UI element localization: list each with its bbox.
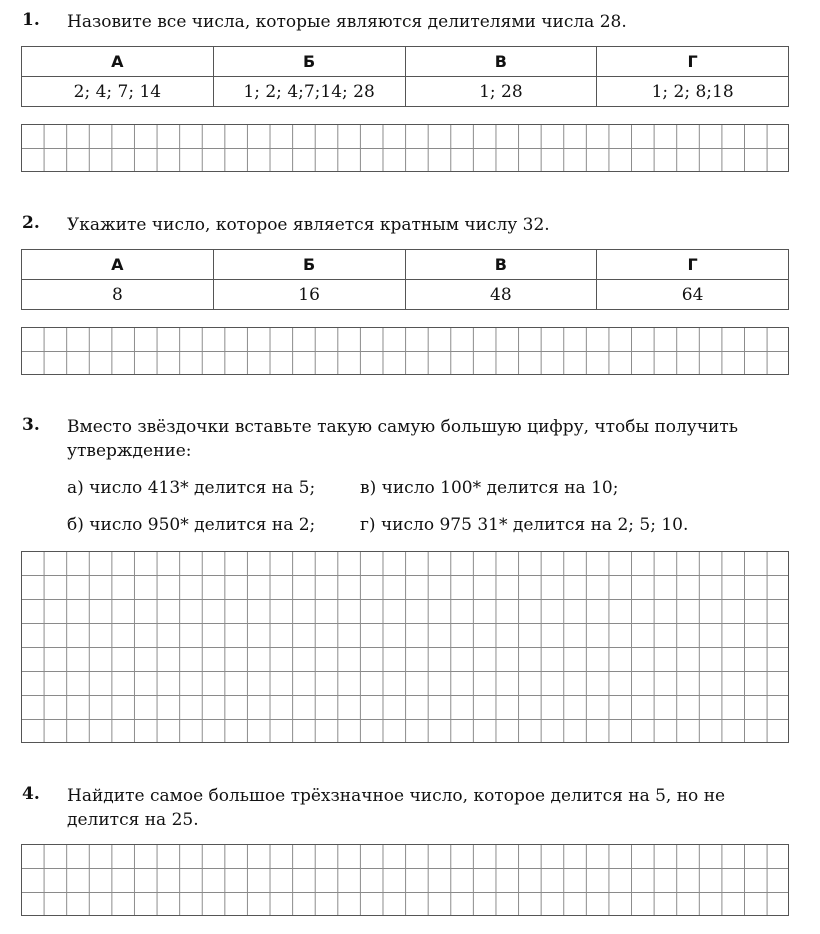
question-number: 4.: [22, 784, 40, 804]
subtask-v: в) число 100* делится на 10;: [360, 478, 619, 498]
question-text: Назовите все числа, которые являются делителями числа 28.: [67, 12, 627, 32]
answer-grid[interactable]: [21, 124, 789, 172]
subtask-g: г) число 975 31* делится на 2; 5; 10.: [360, 515, 689, 535]
option-header-v: В: [405, 250, 597, 280]
option-answer-a: 2; 4; 7; 14: [22, 77, 214, 107]
answer-options-table: [21, 46, 789, 107]
option-answer-a: 8: [22, 280, 214, 310]
option-answer-g: 1; 2; 8;18: [597, 77, 789, 107]
question-text: Укажите число, которое является кратным числу 32.: [67, 215, 550, 235]
option-header-b: Б: [213, 250, 405, 280]
option-header-v: В: [405, 47, 597, 77]
subtask-a: а) число 413* делится на 5;: [67, 478, 316, 498]
answer-options-table: [21, 249, 789, 310]
answer-grid[interactable]: [21, 844, 789, 916]
option-answer-b: 1; 2; 4;7;14; 28: [213, 77, 405, 107]
option-header-b: Б: [213, 47, 405, 77]
option-answer-v: 1; 28: [405, 77, 597, 107]
option-header-a: А: [22, 250, 214, 280]
question-text: Вместо звёздочки вставьте такую самую большую цифру, чтобы получить утверждение:: [67, 417, 739, 461]
option-answer-b: 16: [213, 280, 405, 310]
option-header-a: А: [22, 47, 214, 77]
question-text: Найдите самое большое трёхзначное число, которое делится на 5, но не делится на 25.: [67, 786, 726, 830]
question-number: 1.: [22, 10, 40, 30]
option-header-g: Г: [597, 250, 789, 280]
answer-grid[interactable]: [21, 551, 789, 743]
option-answer-g: 64: [597, 280, 789, 310]
question-number: 3.: [22, 415, 40, 435]
option-answer-v: 48: [405, 280, 597, 310]
question-number: 2.: [22, 213, 40, 233]
option-header-g: Г: [597, 47, 789, 77]
subtask-b: б) число 950* делится на 2;: [67, 515, 316, 535]
answer-grid[interactable]: [21, 327, 789, 375]
